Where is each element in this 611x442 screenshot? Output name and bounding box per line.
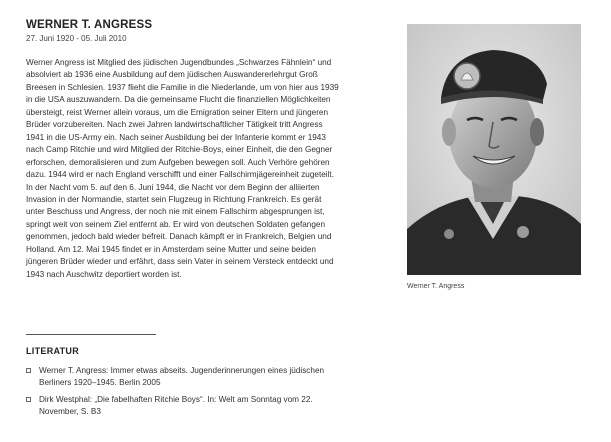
square-bullet-icon — [26, 368, 31, 373]
biography-text: Werner Angress ist Mitglied des jüdischen Jugendbundes „Schwarzes Fähnlein“ und absolviert ab 1936 eine Ausbildung auf dem jüdischen Auswandererlehrgut Groß Breesen in Schlesien. 1937 flieht die Familie in die Niederlande, um von hier aus 1939 in die USA auszuwandern. Da die gemeinsame Flucht die finanziellen Möglichkeiten übersteigt, reist Werner allein voraus, um die Emigration seiner Eltern und jüngeren Brüder vorzubereiten. Nach zwei Jahren landwirtschaftlicher Tätigkeit tritt Angress 1941 in die US-Army ein. Nach seiner Ausbildung bei der Infanterie kommt er 1943 nach Camp Ritchie und wird Mitglied der Ritchie-Boys, einer Einheit, die den Gegner erforschen, demoralisieren und zum Aufgeben bewegen soll. Auch Verhöre gehören dazu. 1944 wird er nach England verschifft und einer Fallschirmjägereinheit zugeteilt. In der Nacht vom 5. auf den 6. Juni 1944, die Nacht vor dem Beginn der alliierten Invasion in der Normandie, startet sein Flugzeug in Richtung Frankreich. Es gerät unter Beschuss und Angress, der noch nie mit einem Fallschirm abgesprungen ist, springt weit von seinem Ziel entfernt ab. Er wird von deutschen Soldaten gefangen genommen, jedoch bald wieder befreit. Danach kämpft er in Frankreich, Belgien und Holland. Am 12. Mai 1945 findet er in Amsterdam seine Mutter und seine beiden jüngeren Brüder wieder und erfährt, dass sein Vater in seinem Versteck entdeckt und 1943 nach Auschwitz deportiert worden ist. — [26, 58, 339, 279]
literature-item — [26, 365, 326, 388]
square-bullet-icon — [26, 397, 31, 402]
literature-item — [26, 394, 326, 417]
section-divider — [26, 334, 156, 335]
literature-item-text: Dirk Westphal: „Die fabelhaften Ritchie Boys“. In: Welt am Sonntag vom 22. November, S. B3 — [39, 395, 313, 416]
person-name: WERNER T. ANGRESS — [26, 19, 153, 31]
literature-heading: LITERATUR — [26, 346, 80, 356]
literature-list — [26, 365, 326, 423]
portrait-photo-drawing — [407, 24, 581, 275]
person-life-dates: 27. Juni 1920 - 05. Juli 2010 — [26, 34, 127, 43]
literature-item-text: Werner T. Angress: Immer etwas abseits. Jugenderinnerungen eines jüdischen Berliners 1920–1945. Berlin 2005 — [39, 366, 325, 387]
portrait-photo — [407, 24, 581, 275]
portrait-caption: Werner T. Angress — [407, 283, 465, 290]
